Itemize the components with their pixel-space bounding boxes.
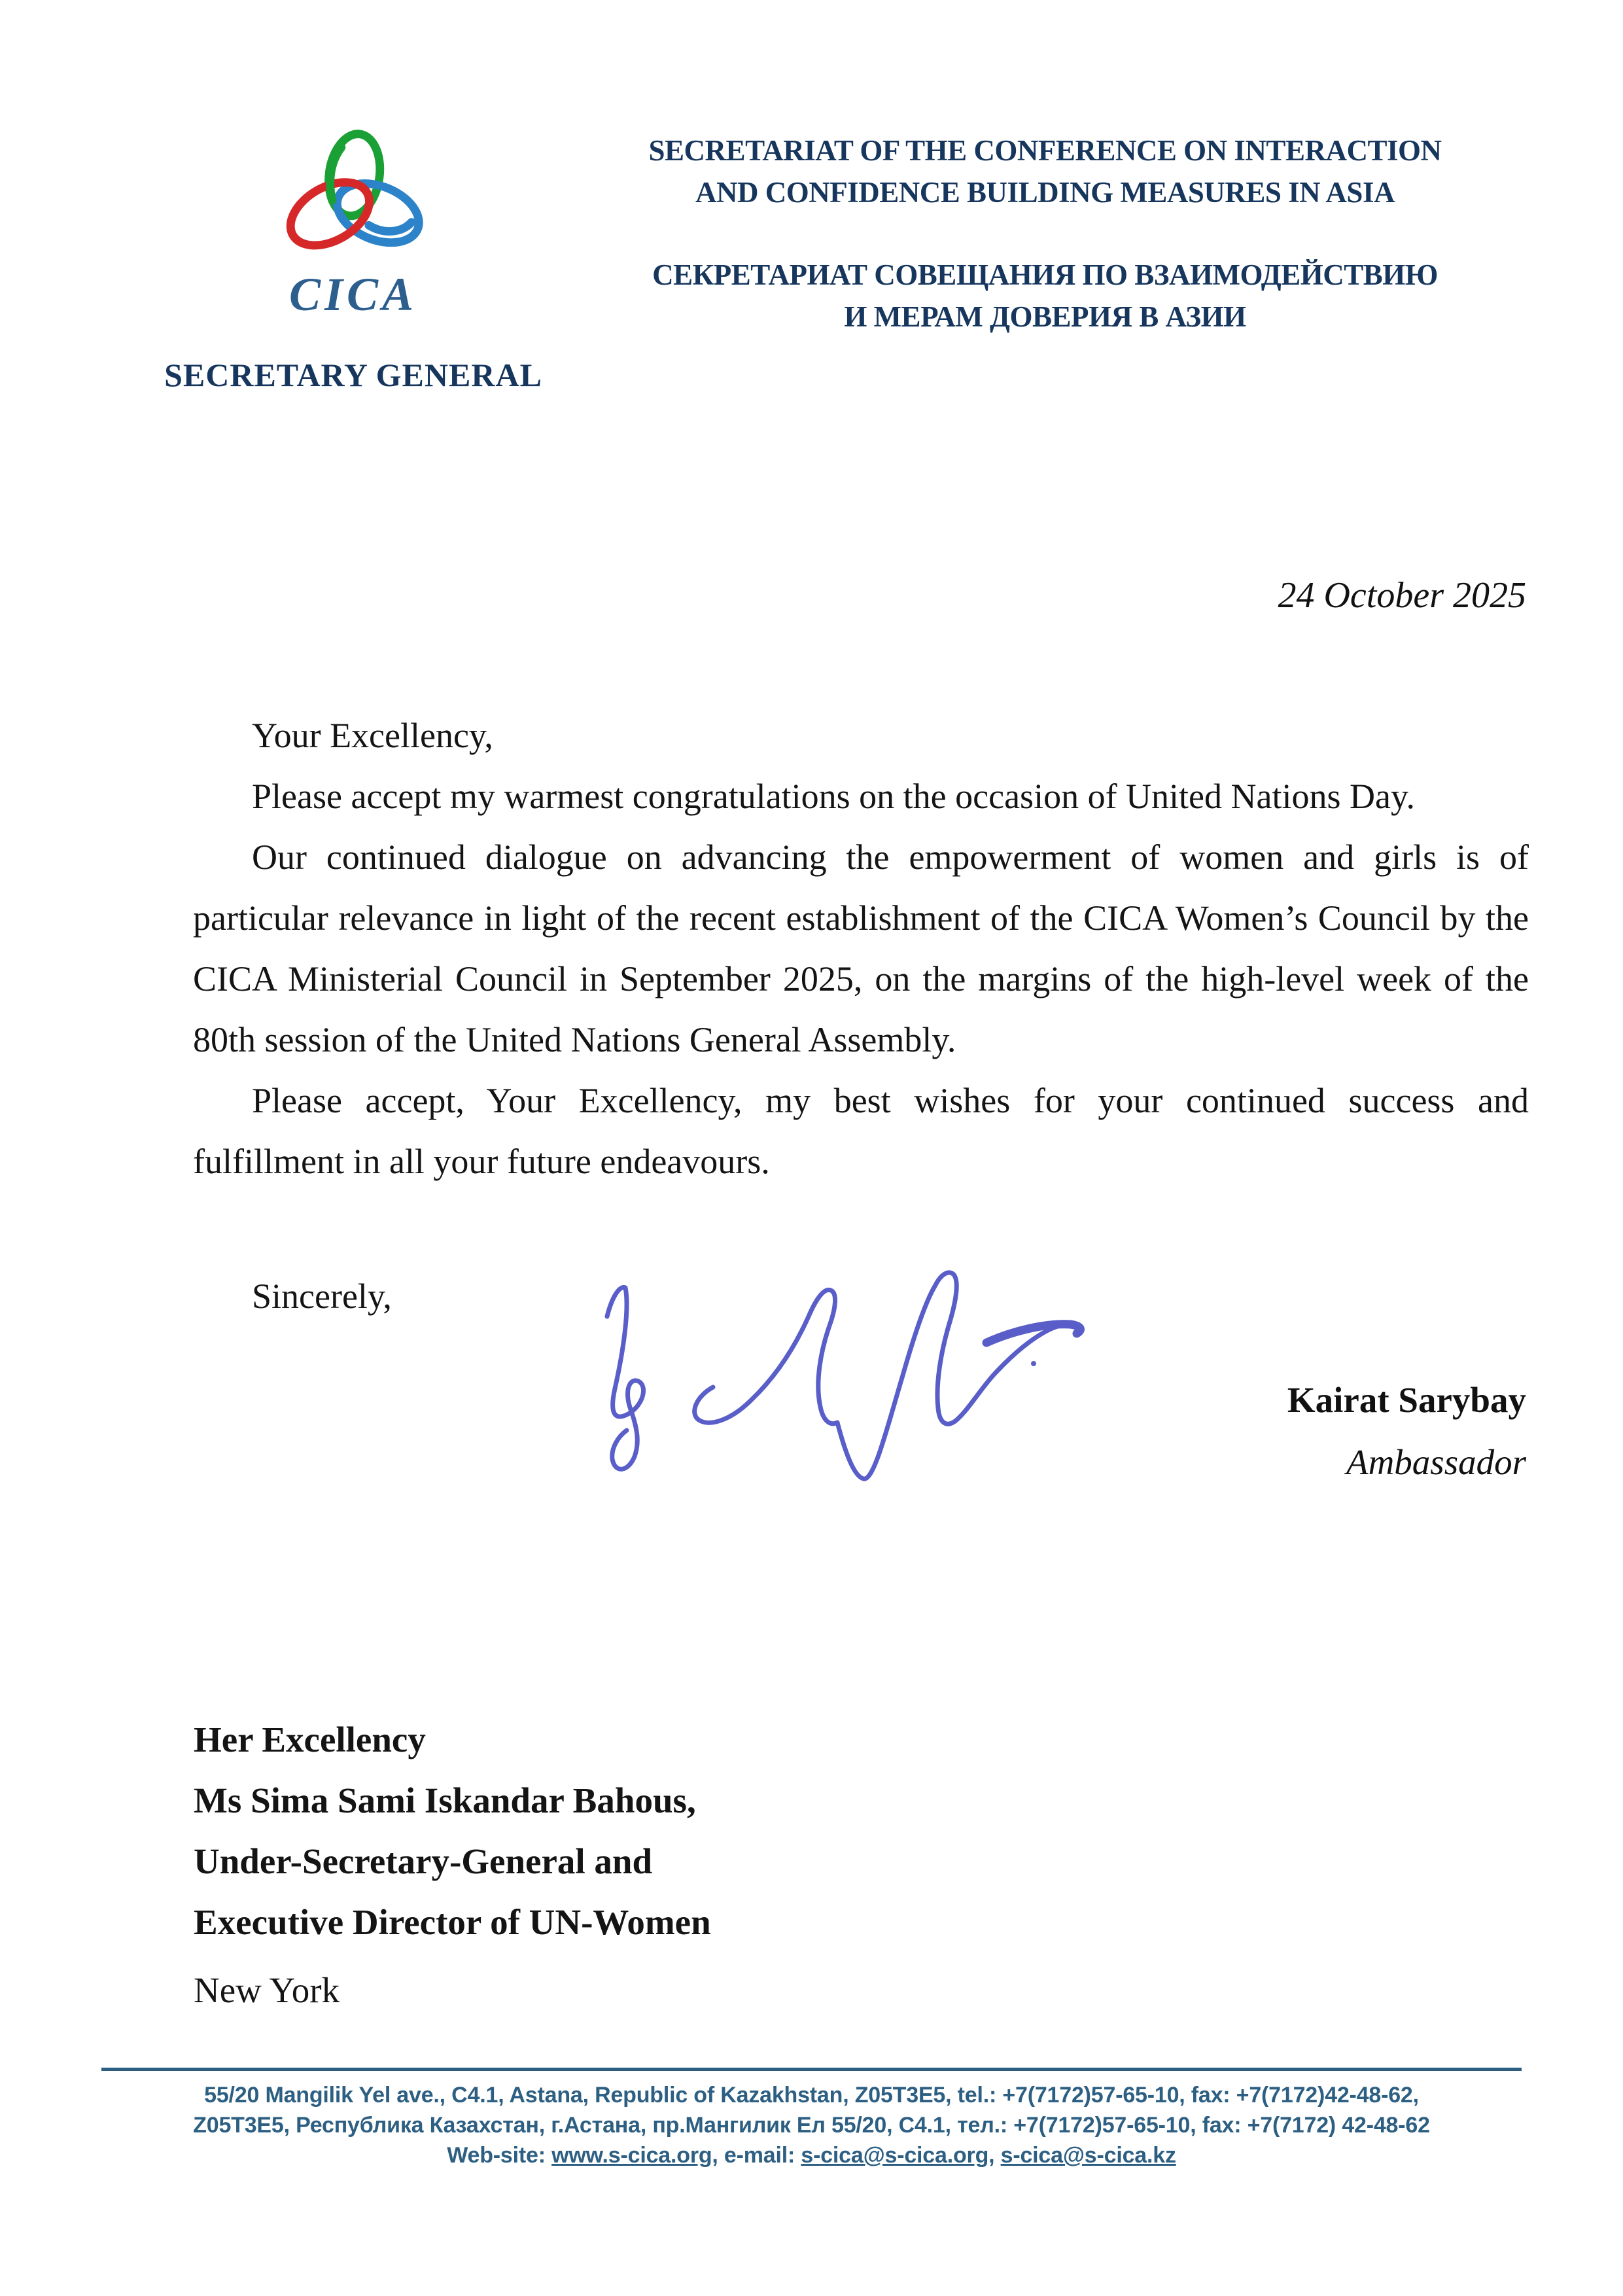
footer [101, 2068, 1522, 2170]
paragraph-2: Our continued dialogue on advancing the empowerment of women and girls is of particular relevance in light of the recent establishment of the CICA Women’s Council by the CICA Ministerial Council in September 2025, on the margins of the high-level week of the 80th session of the United Nations General Assembly. [193, 838, 1529, 1059]
cica-trefoil-logo-icon [277, 128, 430, 265]
letter-date: 24 October 2025 [1278, 575, 1526, 616]
footer-address-ru: Z05T3E5, Республика Казахстан, г.Астана, пр.Мангилик Ел 55/20, C4.1, тел.: +7(7172)57-65-10, fax: +7(7172) 42-48-62 [193, 2113, 1430, 2138]
footer-contacts [101, 2140, 1522, 2170]
handwritten-signature [576, 1251, 1164, 1492]
email-label: , e-mail: [712, 2143, 801, 2168]
addressee-city: New York [194, 1970, 340, 2010]
paragraph-3: Please accept, Your Excellency, my best wishes for your continued success and fulfillment in all your future endeavours. [193, 1081, 1529, 1181]
salutation: Your Excellency, [252, 716, 493, 755]
signer-name: Kairat Sarybay [1287, 1380, 1526, 1420]
secretary-general-label: SECRETARY GENERAL [164, 357, 542, 393]
addressee-block [194, 1709, 711, 1952]
org-title-ru-line2: И МЕРАМ ДОВЕРИЯ В АЗИИ [844, 300, 1246, 333]
org-title-en-line1: SECRETARIAT OF THE CONFERENCE ON INTERACTION [648, 134, 1442, 167]
footer-divider [101, 2068, 1522, 2071]
addressee-line-1: Her Excellency [194, 1720, 426, 1759]
paragraph-1: Please accept my warmest congratulations on the occasion of United Nations Day. [252, 777, 1415, 816]
logo-wordmark: CICA [288, 268, 418, 321]
addressee-line-3: Under-Secretary-General and [194, 1841, 653, 1881]
signer-block [1287, 1369, 1526, 1493]
addressee-line-4: Executive Director of UN-Women [194, 1902, 711, 1942]
addressee-line-2: Ms Sima Sami Iskandar Bahous, [194, 1780, 696, 1820]
letterhead-left [157, 128, 550, 394]
org-title-en-line2: AND CONFIDENCE BUILDING MEASURES IN ASIA [695, 176, 1395, 209]
footer-address-en: 55/20 Mangilik Yel ave., C4.1, Astana, Republic of Kazakhstan, Z05T3E5, tel.: +7(7172)57-65-10, fax: +7(7172)42-48-62, [204, 2083, 1419, 2108]
email-separator: , [988, 2143, 1001, 2168]
website-link[interactable]: www.s-cica.org [551, 2143, 712, 2168]
letter-body [193, 705, 1529, 1192]
letterhead-right [559, 130, 1531, 338]
email-link-kz[interactable]: s-cica@s-cica.kz [1000, 2143, 1176, 2168]
closing-word: Sincerely, [252, 1277, 392, 1316]
signer-title: Ambassador [1346, 1442, 1526, 1482]
org-title-ru-line1: СЕКРЕТАРИАТ СОВЕЩАНИЯ ПО ВЗАИМОДЕЙСТВИЮ [652, 258, 1438, 291]
website-label: Web-site: [447, 2143, 552, 2168]
email-link-org[interactable]: s-cica@s-cica.org [801, 2143, 989, 2168]
